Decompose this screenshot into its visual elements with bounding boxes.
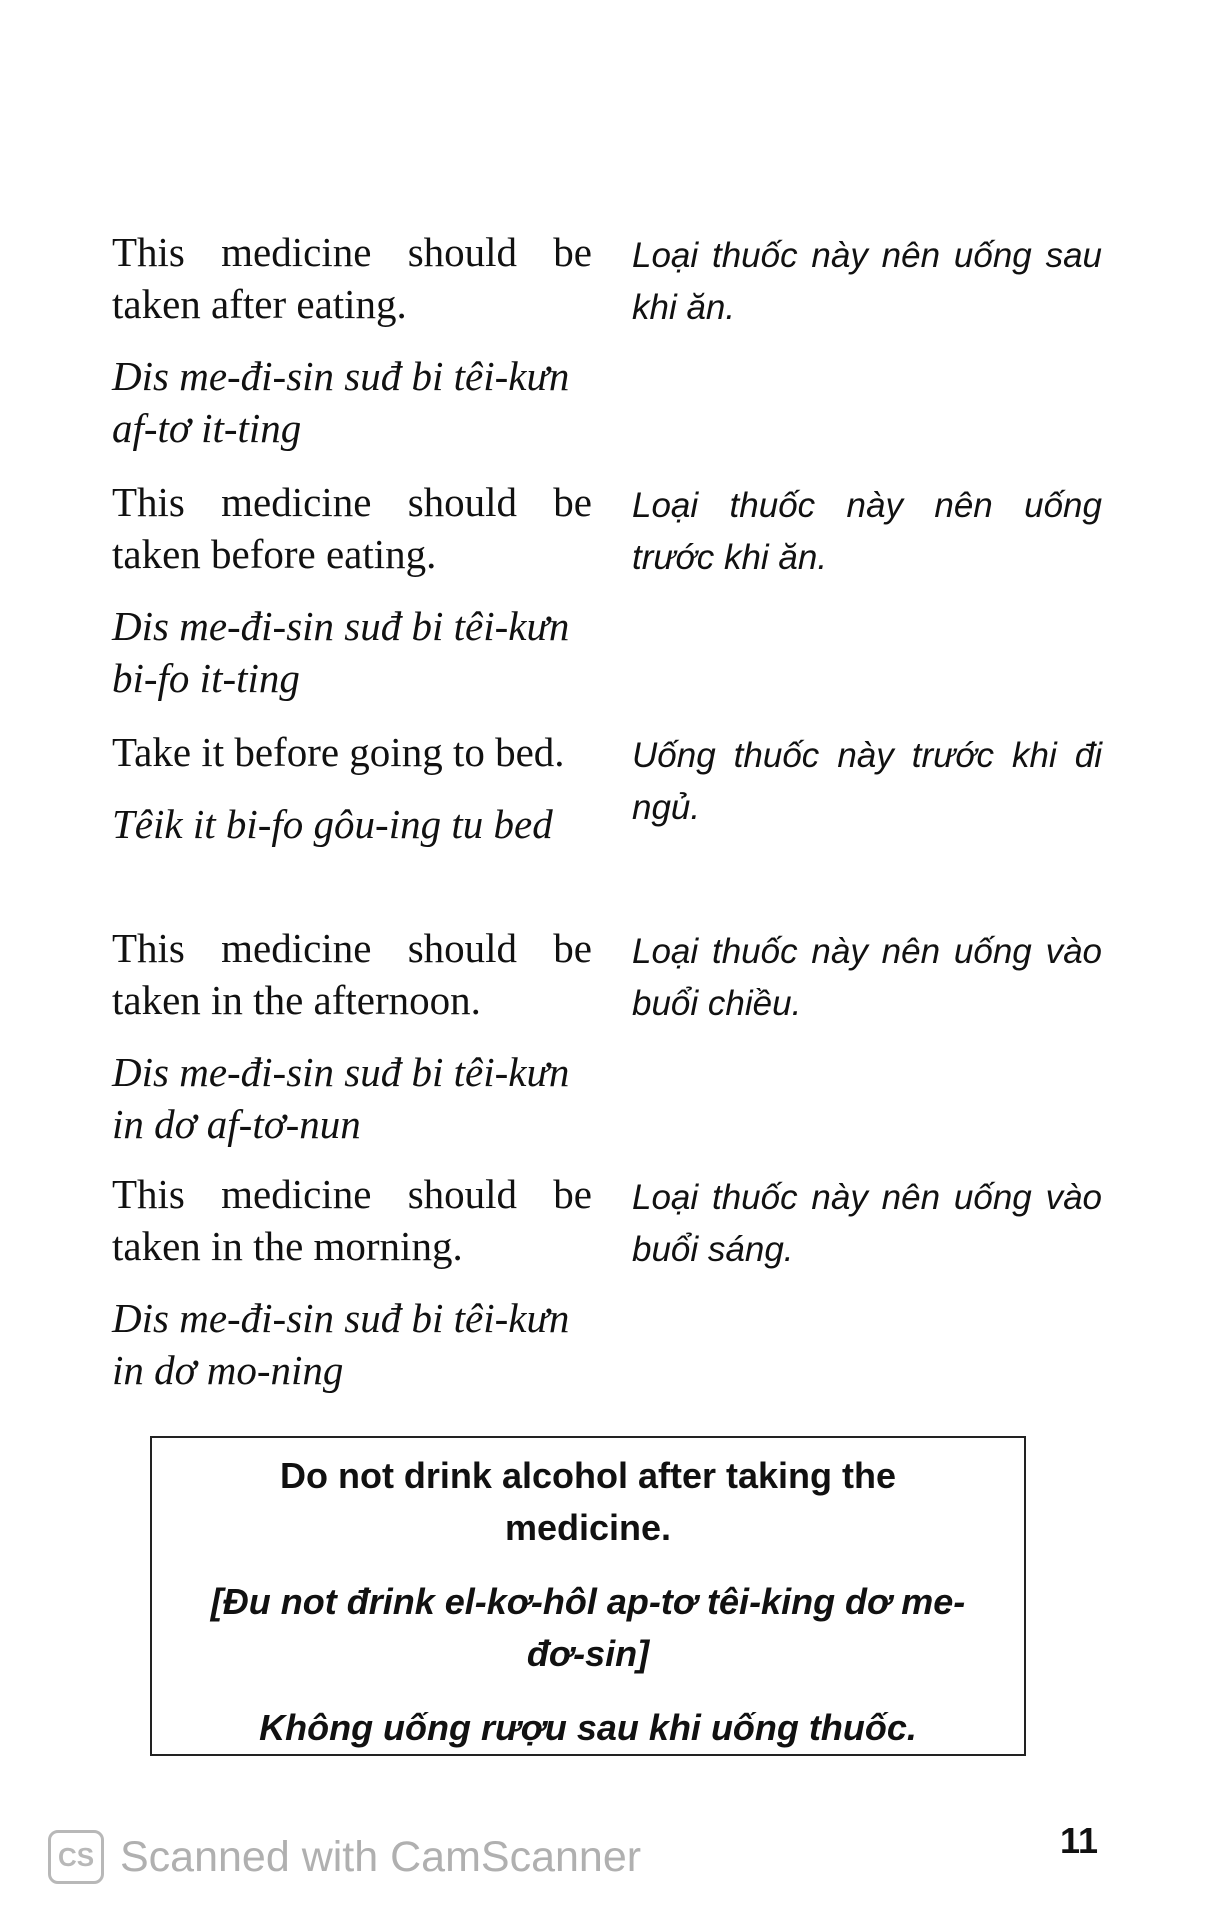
vietnamese-translation: Loại thuốc này nên uống trước khi ăn. — [632, 486, 1102, 577]
camscanner-logo-icon: CS — [48, 1830, 104, 1884]
warning-vietnamese: Không uống rượu sau khi uống thuốc. — [259, 1707, 917, 1748]
vietnamese-translation: Loại thuốc này nên uống sau khi ăn. — [632, 236, 1102, 327]
alcohol-warning-box — [150, 1436, 1026, 1756]
phrase-entry — [112, 726, 1112, 850]
english-phrase: This medicine should be taken in the afternoon. — [112, 925, 592, 1023]
vietnamese-translation: Uống thuốc này trước khi đi ngủ. — [632, 736, 1102, 827]
page-number: 11 — [1060, 1820, 1099, 1861]
english-phrase: This medicine should be taken before eating. — [112, 479, 592, 577]
phrase-entry — [112, 1168, 1112, 1396]
warning-pronunciation: [Đu not đrink el-kơ-hôl ap-tơ têi-king dơ me-đơ-sin] — [210, 1581, 966, 1674]
vietnamese-translation: Loại thuốc này nên uống vào buổi chiều. — [632, 932, 1102, 1023]
pronunciation-guide: Dis me-đi-sin suđ bi têi-kưn in dơ af-tơ-nun — [112, 1049, 570, 1147]
english-phrase: This medicine should be taken in the morning. — [112, 1171, 592, 1269]
phrase-entry — [112, 226, 1112, 454]
pronunciation-guide: Dis me-đi-sin suđ bi têi-kưn af-tơ it-ting — [112, 353, 570, 451]
pronunciation-guide: Dis me-đi-sin suđ bi têi-kưn bi-fo it-ting — [112, 603, 570, 701]
english-phrase: Take it before going to bed. — [112, 729, 565, 775]
warning-english: Do not drink alcohol after taking the medicine. — [279, 1455, 897, 1548]
phrase-entry — [112, 922, 1112, 1150]
pronunciation-guide: Têik it bi-fo gôu-ing tu bed — [112, 801, 553, 847]
pronunciation-guide: Dis me-đi-sin suđ bi têi-kưn in dơ mo-ning — [112, 1295, 570, 1393]
vietnamese-translation: Loại thuốc này nên uống vào buổi sáng. — [632, 1178, 1102, 1269]
english-phrase: This medicine should be taken after eating. — [112, 229, 592, 327]
phrase-entry — [112, 476, 1112, 704]
scanner-watermark: Scanned with CamScanner — [120, 1833, 642, 1881]
